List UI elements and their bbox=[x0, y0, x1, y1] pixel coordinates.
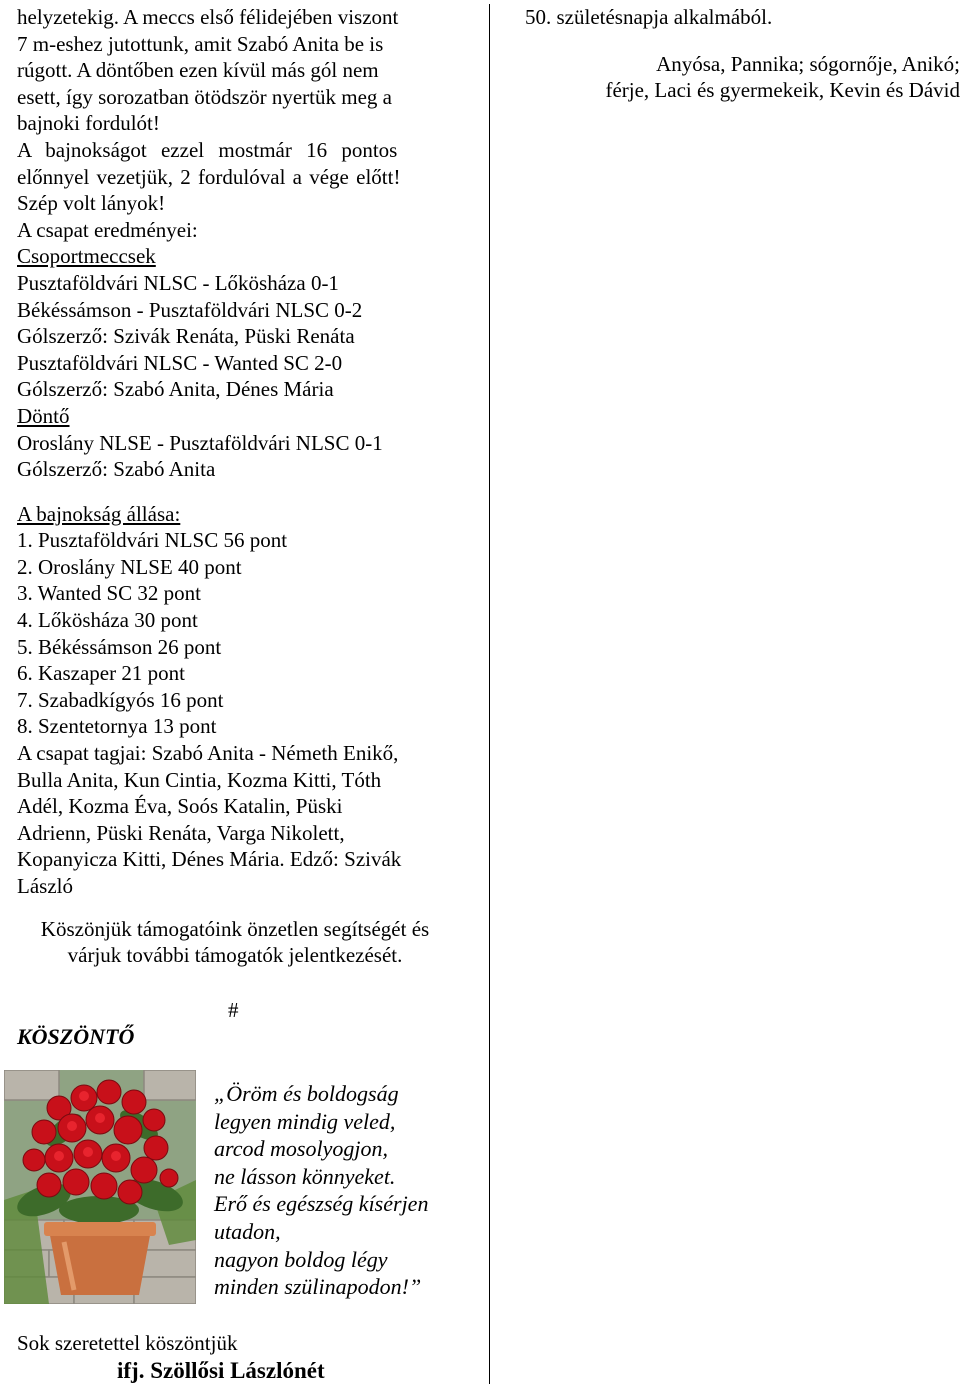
standings-item: 2. Oroslány NLSE 40 pont bbox=[17, 554, 242, 579]
standings-item: 5. Békéssámson 26 pont bbox=[17, 634, 222, 659]
standings-item: 8. Szentetornya 13 pont bbox=[17, 714, 217, 739]
final-line: Gólszerző: Szabó Anita bbox=[17, 457, 216, 482]
match-line: Gólszerző: Szivák Renáta, Püski Renáta bbox=[17, 324, 355, 349]
cheer-text: Szép volt lányok! bbox=[17, 191, 166, 216]
family-names-line: Anyósa, Pannika; sógornője, Anikó; bbox=[656, 51, 960, 76]
thanks-paragraph bbox=[17, 916, 453, 969]
match-line: Pusztaföldvári NLSC - Lőkösháza 0-1 bbox=[17, 270, 339, 295]
intro-line: 7 m-eshez jutottunk, amit Szabó Anita be is bbox=[17, 31, 384, 56]
signature-name: ifj. Szöllősi Lászlónét bbox=[117, 1358, 325, 1383]
standings-heading: A bajnokság állása: bbox=[17, 501, 181, 526]
poem-line: legyen mindig veled, bbox=[214, 1108, 396, 1134]
lead-paragraph bbox=[17, 137, 453, 190]
match-line: Pusztaföldvári NLSC - Wanted SC 2-0 bbox=[17, 350, 343, 375]
poem-line: minden szülinapodon!” bbox=[214, 1274, 422, 1300]
intro-paragraph bbox=[17, 4, 453, 137]
poem-line: utadon, bbox=[214, 1218, 281, 1244]
match-line: Békéssámson - Pusztaföldvári NLSC 0-2 bbox=[17, 297, 363, 322]
members-line: Kopanyicza Kitti, Dénes Mária. Edző: Szivák bbox=[17, 847, 402, 872]
lead-line: előnnyel vezetjük, 2 fordulóval a vége előtt! bbox=[17, 164, 401, 189]
standings-list bbox=[17, 527, 453, 740]
lead-line: A bajnokságot ezzel mostmár 16 pontos bbox=[17, 137, 398, 162]
poem-line: „Öröm és boldogság bbox=[214, 1081, 399, 1106]
intro-line: esett, így sorozatban ötödször nyertük meg a bbox=[17, 84, 392, 109]
family-names-line: férje, Laci és gyermekeik, Kevin és Dávid bbox=[605, 78, 960, 103]
thanks-line: Köszönjük támogatóink önzetlen segítségét és bbox=[40, 916, 430, 941]
red-begonia-flower-pot-icon bbox=[4, 1070, 196, 1304]
standings-item: 3. Wanted SC 32 pont bbox=[17, 581, 202, 606]
members-line: A csapat tagjai: Szabó Anita - Németh Enikő, bbox=[17, 741, 399, 766]
poem-line: arcod mosolyogjon, bbox=[214, 1136, 388, 1162]
birthday-line: 50. születésnapja alkalmából. bbox=[525, 5, 773, 29]
greeting-title: KÖSZÖNTŐ bbox=[17, 1024, 135, 1049]
left-column bbox=[17, 4, 453, 969]
column-divider bbox=[489, 4, 490, 1384]
final-heading: Döntő bbox=[17, 403, 70, 428]
poem-line: nagyon boldog légy bbox=[214, 1246, 388, 1272]
members-line: Adrienn, Püski Renáta, Varga Nikolett, bbox=[17, 820, 345, 845]
intro-line: helyzetekig. A meccs első félidejében viszont bbox=[17, 5, 399, 29]
standings-item: 6. Kaszaper 21 pont bbox=[17, 661, 185, 686]
members-line: Adél, Kozma Éva, Soós Katalin, Püski bbox=[17, 794, 343, 819]
members-line: Bulla Anita, Kun Cintia, Kozma Kitti, Tóth bbox=[17, 767, 382, 792]
standings-item: 1. Pusztaföldvári NLSC 56 pont bbox=[17, 528, 288, 553]
signature-lead: Sok szeretettel köszöntjük bbox=[17, 1331, 238, 1355]
results-heading: A csapat eredményei: bbox=[17, 217, 198, 242]
section-separator: # bbox=[228, 998, 239, 1022]
members-paragraph bbox=[17, 740, 453, 900]
thanks-line: várjuk további támogatók jelentkezését. bbox=[67, 943, 403, 968]
match-line: Gólszerző: Szabó Anita, Dénes Mária bbox=[17, 377, 334, 402]
poem-line: Erő és egészség kísérjen bbox=[214, 1191, 429, 1217]
standings-item: 7. Szabadkígyós 16 pont bbox=[17, 687, 224, 712]
group-matches-heading: Csoportmeccsek bbox=[17, 244, 156, 269]
poem-line: ne lásson könnyeket. bbox=[214, 1163, 396, 1189]
final-line: Oroslány NLSE - Pusztaföldvári NLSC 0-1 bbox=[17, 430, 383, 455]
birthday-poem bbox=[214, 1080, 428, 1301]
intro-line: bajnoki fordulót! bbox=[17, 111, 160, 136]
right-column bbox=[525, 4, 960, 104]
members-line: László bbox=[17, 874, 73, 898]
standings-item: 4. Lőkösháza 30 pont bbox=[17, 608, 198, 633]
intro-line: rúgott. A döntőben ezen kívül más gól nem bbox=[17, 58, 379, 83]
